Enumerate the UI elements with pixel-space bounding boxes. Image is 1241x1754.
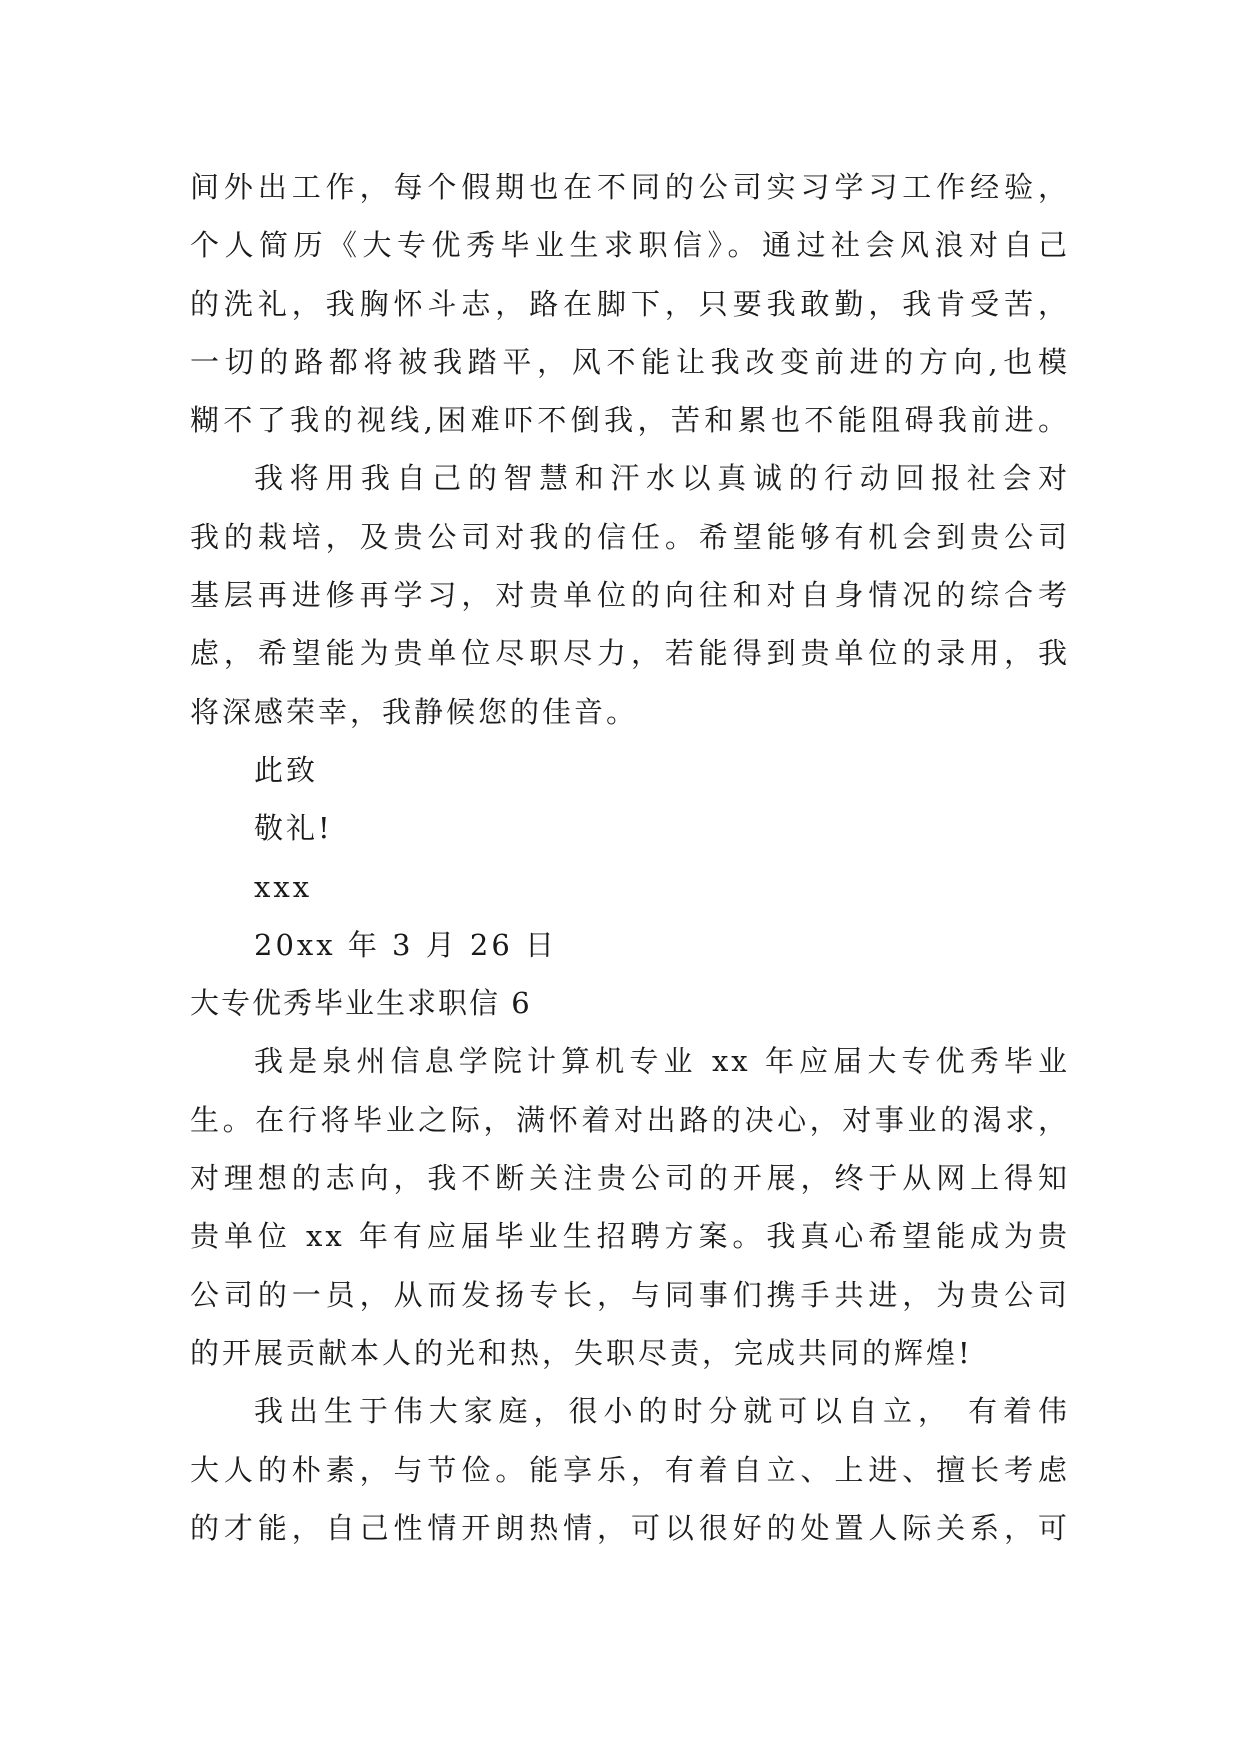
text-line: 对理想的志向，我不断关注贵公司的开展，终于从网上得知 — [190, 1161, 1070, 1196]
document-body — [190, 158, 1070, 1557]
text-line: 的才能，自己性情开朗热情，可以很好的处置人际关系，可 — [190, 1510, 1070, 1545]
text-line: 间外出工作，每个假期也在不同的公司实习学习工作经验， — [190, 170, 1070, 204]
text-line: 敬礼! — [254, 811, 333, 846]
text-line: 的洗礼，我胸怀斗志，路在脚下，只要我敢勤，我肯受苦， — [190, 286, 1070, 321]
text-line: 一切的路都将被我踏平，风不能让我改变前进的方向,也模 — [190, 344, 1070, 379]
section-heading: 大专优秀毕业生求职信 6 — [190, 986, 532, 1021]
text-line: 的开展贡献本人的光和热，失职尽责，完成共同的辉煌! — [190, 1335, 973, 1370]
text-line: 我将用我自己的智慧和汗水以真诚的行动回报社会对 — [254, 461, 1070, 496]
text-line: 贵单位 xx 年有应届毕业生招聘方案。我真心希望能成为贵 — [190, 1219, 1070, 1254]
text-line: 我是泉州信息学院计算机专业 xx 年应届大专优秀毕业 — [254, 1044, 1070, 1079]
text-line: 将深感荣幸，我静候您的佳音。 — [190, 694, 639, 729]
text-line: 大人的朴素，与节俭。能享乐，有着自立、上进、擅长考虑 — [190, 1452, 1070, 1487]
text-line: 此致 — [254, 752, 319, 787]
text-line: 基层再进修再学习，对贵单位的向往和对自身情况的综合考 — [190, 578, 1070, 613]
text-line: 20xx 年 3 月 26 日 — [254, 927, 558, 962]
text-line: 生。在行将毕业之际，满怀着对出路的决心，对事业的渴求， — [190, 1102, 1070, 1137]
text-line: 公司的一员，从而发扬专长，与同事们携手共进，为贵公司 — [190, 1277, 1070, 1312]
text-line: 糊不了我的视线,困难吓不倒我，苦和累也不能阻碍我前进。 — [190, 403, 1070, 438]
text-line: xxx — [254, 869, 313, 904]
text-line: 个人简历《大专优秀毕业生求职信》。通过社会风浪对自己 — [190, 228, 1070, 263]
text-line: 虑，希望能为贵单位尽职尽力，若能得到贵单位的录用，我 — [190, 636, 1070, 671]
text-line: 我出生于伟大家庭，很小的时分就可以自立， 有着伟 — [254, 1394, 1070, 1429]
text-line: 我的栽培，及贵公司对我的信任。希望能够有机会到贵公司 — [190, 519, 1070, 554]
